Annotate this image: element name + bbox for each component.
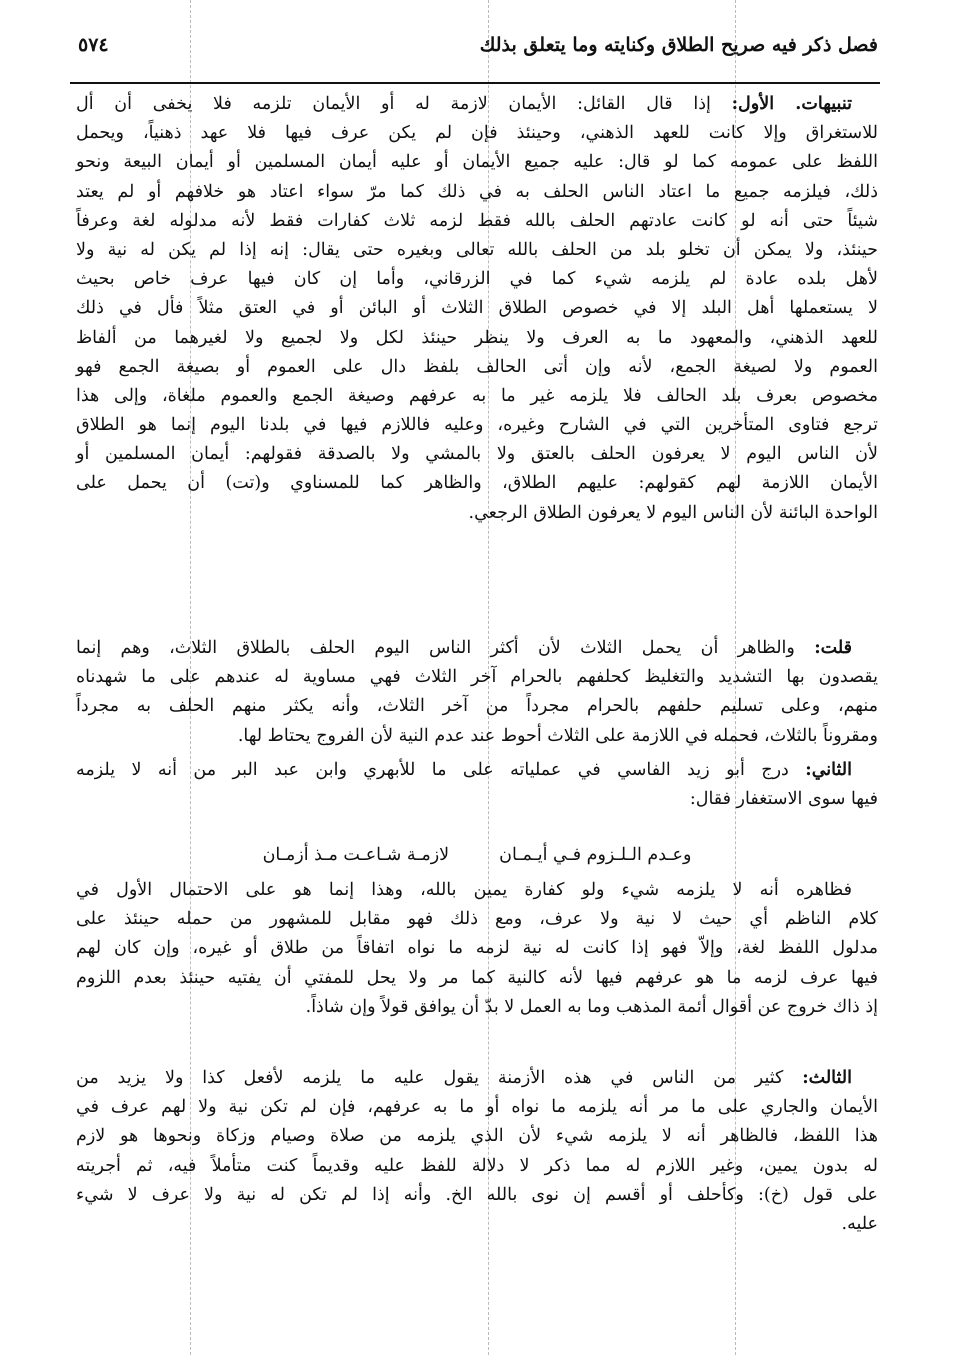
text-line: ذلك، فيلزمه جميع ما اعتاد الناس الحلف به في ذلك كما مرّ سواء اعتاد هو خلافهم أو لم يعتد (76, 181, 878, 202)
text-line: اللفظ على عمومه كما لو قال: عليه جميع الأيمان أو عليه أيمان المسلمين أو أيمان البيعة ونحو (76, 152, 878, 173)
text-line: حينئذ، ولا يمكن أن تخلو بلد من الحلف بالله تعالى وبغيره حتى يقال: إنه إذا لم يكن له نية ولا (76, 239, 879, 260)
text-line: العموم ولا لصيغة الجمع، لأنه وإن أتى الحالف بلفظ دال على العموم أو بصيغة الجمع فهو (76, 356, 878, 377)
paragraph-qultu (76, 634, 878, 751)
text-line: منهم، وعلى تسليم حلفهم بالحرام مجرداً من آخر الثلاث، وأنه يكثر منهم الحلف به مجرداً (76, 696, 878, 717)
paragraph-third (76, 1064, 878, 1239)
text-line: ومقروناً بالثلاث، فحمله في اللازمة على الثلاث أحوط عند عدم النية لأن الفروج يحتاط لها. (237, 725, 878, 746)
verse (76, 840, 878, 870)
text-line: كلام الناظم أي حيث لا نية ولا عرف، ومع ذلك فهو مقابل للمشهور من حمله حينئذ على (76, 909, 878, 930)
text-line: شيئاً حتى أنه لو كانت عادتهم الحلف بالله فقط لزمه ثلاث كفارات فقط لأنه مدلوله لغة وعرفاً (76, 210, 878, 231)
text-line: الأيمان اللازمة لهم كقولهم: عليهم الطلاق، والظاهر كما للمسناوي و(تت) أن يحمل على (76, 473, 878, 494)
text-line: عليه. (841, 1213, 878, 1234)
lead-heading: تنبيهات. الأول: (731, 94, 852, 114)
text-line: درج أبو زيد الفاسي في عملياته على ما للأبهري وابن عبد البر من أنه لا يلزمه (76, 760, 789, 780)
text-line: ترجع فتاوى المتأخرين التي في الشارح وغيره، وعليه فاللازم فيها في بلدنا اليوم إنما هو الطلاق (76, 415, 878, 436)
paragraph-second (76, 756, 878, 814)
text-line: كثير من الناس في هذه الأزمنة يقول عليه ما يلزمه لأفعل كذا ولا يزيد من (76, 1068, 784, 1088)
page-number: ٥٧٤ (78, 34, 109, 56)
paragraph-tanbihat-first (76, 90, 878, 528)
text-line: هذا اللفظ، فالظاهر أنه لا يلزمه شيء لأن الذي يلزمه من صلاة وصيام وزكاة ونحوها هو لازم (76, 1126, 878, 1147)
lead-heading: قلت: (814, 638, 852, 658)
text-line: يقصدون بها التشديد والتغليظ كحلفهم بالحرام آخر الثلاث فهي مساوية له عندهم على ما شهدناه (76, 667, 878, 688)
text-line: لأن الناس اليوم لا يعرفون الحلف بالعتق ولا بالمشي ولا بالصدقة فقولهم: أيمان المسلمين أو (76, 444, 878, 465)
text-line: إذا قال القائل: الأيمان لازمة له أو الأيمان تلزمه فلا يخفى أن أل (76, 94, 711, 114)
text-line: للاستغراق وإلا كانت للعهد الذهني، وحينئذ فإن لم يكن عرف فيها فلا عهد ذهنياً، ويحمل (76, 123, 878, 144)
text-line: للعهد الذهني، والمعهود ما به العرف ولا ينظر حينئذ لكل ولا لجميع ولا لغيرهما من ألفاظ (76, 327, 878, 348)
running-title: فصل ذكر فيه صريح الطلاق وكنايته وما يتعلق بذلك (479, 34, 878, 56)
text-line: فيها سوى الاستغفار فقال: (689, 789, 878, 810)
verse-hemistich-first: وعـدم الـلـزوم فـي أيـمـان (499, 845, 692, 865)
text-line: مدلول اللفظ لغة، وإلاّ فهو إذا كانت له نية لزمه ما نواه اتفاقاً من طلاق أو غيره، وإن كان لهم (76, 938, 878, 959)
text-line: والظاهر أن يحمل الثلاث لأن أكثر الناس اليوم الحلف بالطلاق الثلاث، وهم إنما (76, 638, 795, 658)
page-header (78, 34, 878, 64)
text-line: فظاهره أنه لا يلزمه شيء ولو كفارة يمين بالله، وهذا إنما هو على الاحتمال الأول في (76, 880, 852, 900)
text-line: الأيمان والجاري على ما مر أنه يلزمه ما نواه أو ما به عرفهم، فإن لم تكن نية ولا لهم عرف في (76, 1097, 878, 1118)
text-line: له بدون يمين، وغير اللازم له مما ذكر لا دلالة للفظ عليه وقديماً كنت متأملاً فيه، ثم أجريته (76, 1155, 878, 1176)
header-rule (70, 82, 880, 84)
text-line: على قول (خ): وكأحلف أو أقسم إن نوى بالله الخ. وأنه إذا لم تكن له نية ولا عرف لا شيء (76, 1184, 878, 1205)
lead-heading: الثاني: (805, 760, 852, 780)
text-line: لا يستعملها أهل البلد إلا في خصوص الطلاق الثلاث أو البائن أو في العتق مثلاً فأل في ذلك (76, 298, 878, 319)
text-line: فيها عرف لزمه ما هو عرفهم فيها لأنه كالنية كما مر ولا يحل للمفتي أن يفتيه حينئذ بعدم اللزوم (76, 967, 878, 988)
paragraph-commentary (76, 876, 878, 1022)
text-line: الواحدة البائنة لأن الناس اليوم لا يعرفون الطلاق الرجعي. (468, 502, 878, 523)
text-line: مخصوص بعرف بلد الحالف فلا يلزمه غير ما به عرفهم وصيغة الجمع والعموم ملغاة، وإلى هذا (76, 385, 878, 406)
lead-heading: الثالث: (802, 1068, 852, 1088)
verse-hemistich-second: لازمـة شـاعـت مـذ أزمـان (262, 845, 450, 865)
text-line: لأهل بلده عادة لم يلزمه شيء كما في الزرقاني، وأما إن كان فيها عرف خاص بحيث (76, 269, 878, 290)
text-line: إذ ذاك خروج عن أقوال أئمة المذهب وما به العمل لا بدّ أن يوافق قولاً وإن شاذاً. (305, 996, 878, 1017)
